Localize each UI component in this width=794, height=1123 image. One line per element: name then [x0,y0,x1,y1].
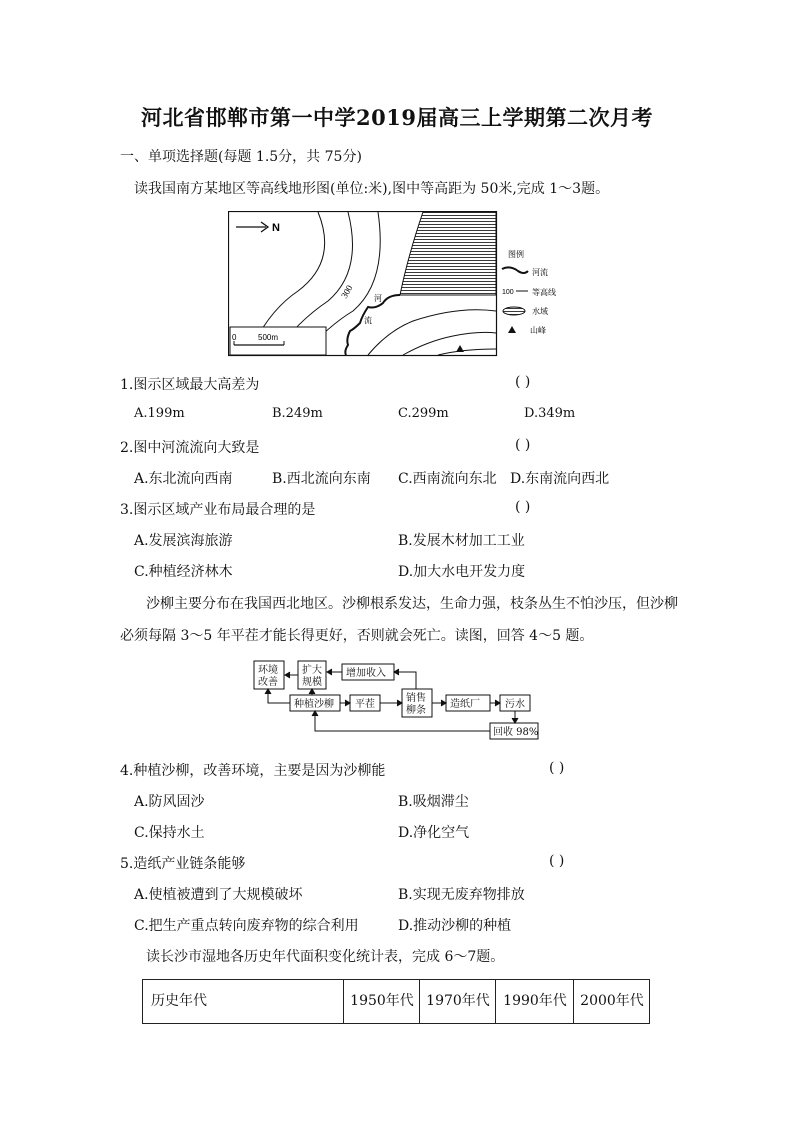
q2-option-a[interactable]: A.东北流向西南 [134,471,233,487]
question-3-answer-blank[interactable]: ( ) [515,499,531,515]
river-label-2: 流 [364,316,372,325]
table-header-1970s: 1970年代 [419,980,496,1023]
table-header-1990s: 1990年代 [495,980,574,1023]
box-environment-line-2: 改善 [258,677,278,688]
legend-water-icon [503,307,525,315]
table-header-era: 历史年代 [151,993,207,1009]
q5-option-a[interactable]: A.使植被遭到了大规模破坏 [134,887,303,903]
question-5-stem: 5.造纸产业链条能够 [120,856,246,872]
legend-peak-icon [508,326,516,333]
box-plant-label: 种植沙柳 [294,699,334,710]
q3-option-b[interactable]: B.发展木材加工工业 [398,533,525,549]
table-header-1950s: 1950年代 [343,980,420,1023]
box-sewage-label: 污水 [505,699,525,710]
intro-paragraph-1: 读我国南方某地区等高线地形图(单位:米),图中等高距为 50米,完成 1～3题。 [134,181,610,197]
legend-contour-value: 100 [502,289,514,296]
q2-option-b[interactable]: B.西北流向东南 [272,471,371,487]
legend-river-icon [502,267,528,273]
q3-option-c[interactable]: C.种植经济林木 [134,564,233,580]
box-expand-line-2: 规模 [302,677,322,688]
wetland-area-table [142,979,650,1024]
legend-contour: 等高线 [532,288,556,297]
q1-option-d[interactable]: D.349m [524,406,576,421]
box-expand-line-1: 扩大 [302,665,322,676]
willow-industry-flow-diagram [250,657,550,747]
question-5-answer-blank[interactable]: ( ) [549,853,565,869]
intro-paragraph-3: 读长沙市湿地各历史年代面积变化统计表，完成 6～7题。 [146,949,505,965]
question-4-answer-blank[interactable]: ( ) [549,760,565,776]
q4-option-c[interactable]: C.保持水土 [134,825,205,841]
q1-option-b[interactable]: B.249m [272,406,323,421]
table-header-2000s: 2000年代 [573,980,650,1023]
q2-option-d[interactable]: D.东南流向西北 [510,471,610,487]
scale-0: 0 [232,333,237,342]
page-title: 河北省邯郸市第一中学2019届高三上学期第二次月考 [141,105,653,130]
river-label-1: 河 [374,294,382,303]
box-factory-label: 造纸厂 [450,699,480,710]
intro-paragraph-2-line-2: 必须每隔 3～5 年平茬才能长得更好，否则就会死亡。读图，回答 4～5 题。 [120,628,594,644]
q4-option-a[interactable]: A.防风固沙 [134,794,205,810]
section-heading: 一、单项选择题(每题 1.5分，共 75分) [120,149,362,165]
question-1-stem: 1.图示区域最大高差为 [120,377,260,393]
contour-label-300: 300 [339,283,355,300]
q1-option-c[interactable]: C.299m [398,406,449,421]
q3-option-d[interactable]: D.加大水电开发力度 [398,564,526,580]
q2-option-c[interactable]: C.西南流向东北 [398,471,497,487]
legend-river: 河流 [532,268,548,277]
box-cut-label: 平茬 [355,699,375,710]
q3-option-a[interactable]: A.发展滨海旅游 [134,533,233,549]
north-label: N [272,222,280,234]
legend-title: 图例 [508,250,524,259]
question-3-stem: 3.图示区域产业布局最合理的是 [120,502,316,518]
question-1-answer-blank[interactable]: ( ) [515,374,531,390]
legend-peak: 山峰 [530,326,546,335]
q5-option-c[interactable]: C.把生产重点转向废弃物的综合利用 [134,918,359,934]
question-2-answer-blank[interactable]: ( ) [515,437,531,453]
legend-water: 水域 [532,307,548,316]
q5-option-b[interactable]: B.实现无废弃物排放 [398,887,525,903]
q5-option-d[interactable]: D.推动沙柳的种植 [398,918,512,934]
box-income-label: 增加收入 [346,668,386,679]
question-4-stem: 4.种植沙柳，改善环境，主要是因为沙柳能 [120,763,386,779]
box-recycle-label: 回收 98% [493,727,539,738]
question-2-stem: 2.图中河流流向大致是 [120,440,260,456]
box-sell-line-1: 销售 [406,693,426,704]
box-environment-line-1: 环境 [258,665,278,676]
q4-option-b[interactable]: B.吸烟滞尘 [398,794,469,810]
box-sell-line-2: 柳条 [406,705,426,716]
contour-map-figure [228,211,568,357]
intro-paragraph-2-line-1: 沙柳主要分布在我国西北地区。沙柳根系发达，生命力强，枝条丛生不怕沙压，但沙柳 [146,596,678,612]
q4-option-d[interactable]: D.净化空气 [398,825,470,841]
scale-500: 500m [258,333,279,342]
q1-option-a[interactable]: A.199m [134,406,185,421]
